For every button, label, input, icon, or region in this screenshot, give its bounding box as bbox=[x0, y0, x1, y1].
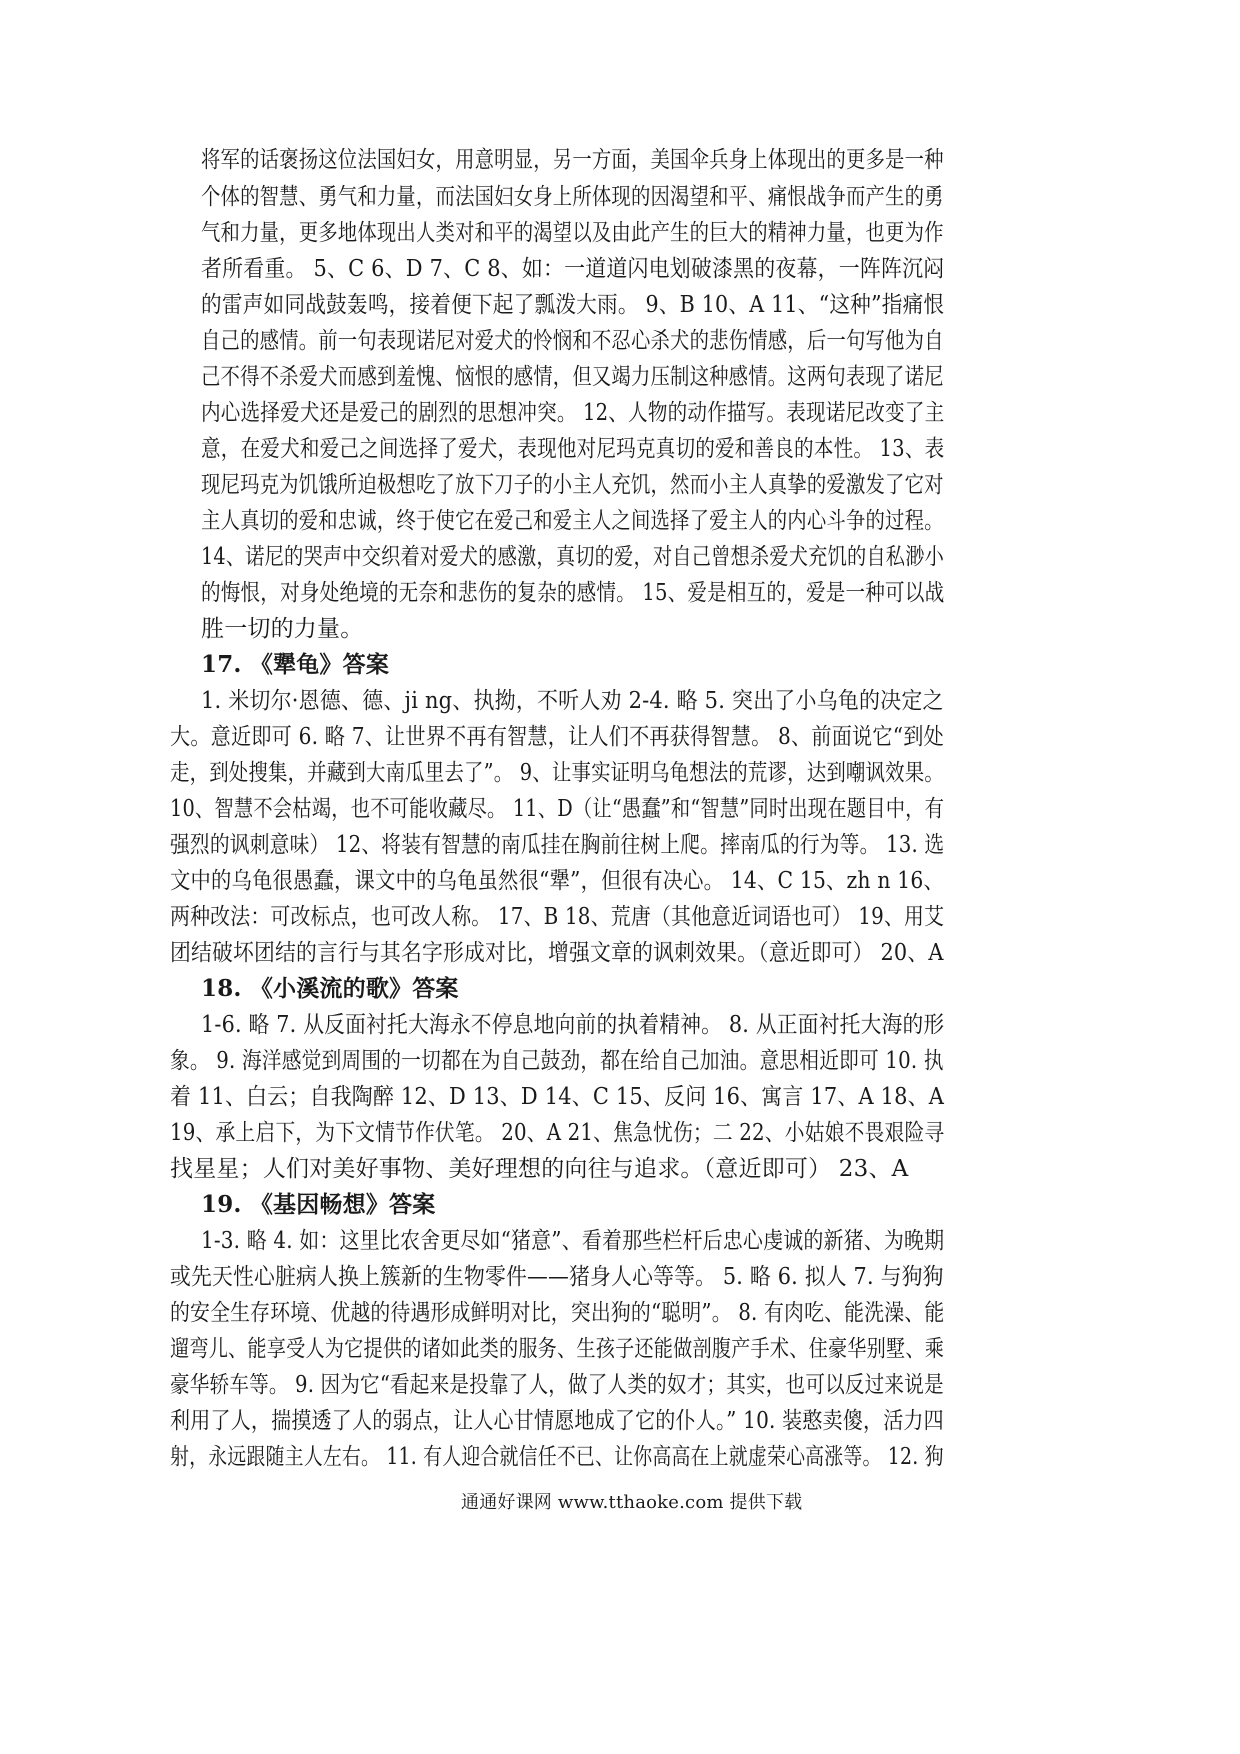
paragraph-line: 的悔恨，对身处绝境的无奈和悲伤的复杂的感情。 15、爱是相互的，爱是一种可以战 bbox=[201, 580, 945, 606]
paragraph-line: 豪华轿车等。 9. 因为它“看起来是投靠了人，做了人类的奴才；其实，也可以反过来说是 bbox=[170, 1372, 944, 1398]
paragraph-line: 14、诺尼的哭声中交织着对爱犬的感激，真切的爱，对自己曾想杀爱犬充饥的自私渺小 bbox=[201, 544, 945, 570]
paragraph-line: 象。 9. 海洋感觉到周围的一切都在为自己鼓劲，都在给自己加油。意思相近即可 10. 执 bbox=[170, 1048, 944, 1074]
paragraph-line: 内心选择爱犬还是爱己的剧烈的思想冲突。 12、人物的动作描写。表现诺尼改变了主 bbox=[201, 400, 945, 426]
page-footer: 通通好课网 www.tthaoke.com 提供下载 bbox=[461, 1492, 803, 1513]
paragraph-line: 己不得不杀爱犬而感到羞愧、恼恨的感情，但又竭力压制这种感情。这两句表现了诺尼 bbox=[201, 364, 944, 390]
paragraph-line: 1-6. 略 7. 从反面衬托大海永不停息地向前的执着精神。 8. 从正面衬托大海的形 bbox=[201, 1012, 945, 1038]
paragraph-line: 将军的话褒扬这位法国妇女，用意明显，另一方面，美国伞兵身上体现出的更多是一种 bbox=[201, 147, 944, 173]
paragraph-line: 走，到处搜集，并藏到大南瓜里去了”。 9、让事实证明乌龟想法的荒谬，达到嘲讽效果。 bbox=[170, 760, 944, 786]
paragraph-line: 射，永远跟随主人左右。 11. 有人迎合就信任不已、让你高高在上就虚荣心高涨等。 12. 狗 bbox=[170, 1444, 944, 1470]
paragraph-line: 利用了人，揣摸透了人的弱点，让人心甘情愿地成了它的仆人。” 10. 装憨卖傻，活力四 bbox=[170, 1408, 944, 1434]
paragraph-line: 19、承上启下，为下文情节作伏笔。 20、A 21、焦急忧伤；二 22、小姑娘不畏艰险寻 bbox=[170, 1120, 945, 1146]
paragraph-line: 或先天性心脏病人换上簇新的生物零件——猪身人心等等。 5. 略 6. 拟人 7. 与狗狗 bbox=[170, 1264, 944, 1290]
paragraph-line: 个体的智慧、勇气和力量，而法国妇女身上所体现的因渴望和平、痛恨战争而产生的勇 bbox=[201, 184, 944, 210]
paragraph-line: 找星星；人们对美好事物、美好理想的向往与追求。（意近即可） 23、A bbox=[170, 1156, 909, 1182]
paragraph-line: 的雷声如同战鼓轰鸣，接着便下起了瓢泼大雨。 9、B 10、A 11、“这种”指痛恨 bbox=[201, 292, 945, 318]
paragraph-line: 主人真切的爱和忠诚，终于使它在爱己和爱主人之间选择了爱主人的内心斗争的过程。 bbox=[201, 508, 944, 534]
paragraph-line: 遛弯儿、能享受人为它提供的诸如此类的服务、生孩子还能做剖腹产手术、住豪华别墅、乘 bbox=[170, 1336, 945, 1362]
paragraph-line: 强烈的讽刺意味） 12、将装有智慧的南瓜挂在胸前往树上爬。摔南瓜的行为等。 13. 选 bbox=[170, 832, 945, 858]
paragraph-line: 大。意近即可 6. 略 7、让世界不再有智慧，让人们不再获得智慧。 8、前面说它“到处 bbox=[170, 724, 944, 750]
paragraph-line: 者所看重。 5、C 6、D 7、C 8、如：一道道闪电划破漆黑的夜幕，一阵阵沉闷 bbox=[201, 256, 945, 282]
paragraph-line: 现尼玛克为饥饿所迫极想吃了放下刀子的小主人充饥，然而小主人真挚的爱激发了它对 bbox=[201, 472, 944, 498]
paragraph-line: 自己的感情。前一句表现诺尼对爱犬的怜悯和不忍心杀犬的悲伤情感，后一句写他为自 bbox=[201, 328, 944, 354]
section-heading: 17. 《犟龟》答案 bbox=[201, 651, 390, 678]
paragraph-line: 意，在爱犬和爱己之间选择了爱犬，表现他对尼玛克真切的爱和善良的本性。 13、表 bbox=[201, 436, 945, 462]
paragraph-line: 文中的乌龟很愚蠢，课文中的乌龟虽然很“犟”，但很有决心。 14、C 15、zh n 16、 bbox=[170, 868, 944, 894]
paragraph-line: 胜一切的力量。 bbox=[201, 616, 364, 642]
paragraph-line: 两种改法：可改标点，也可改人称。 17、B 18、荒唐（其他意近词语也可） 19、用艾 bbox=[170, 904, 945, 930]
paragraph-line: 着 11、白云；自我陶醉 12、D 13、D 14、C 15、反问 16、寓言 17、A 18、A bbox=[170, 1084, 945, 1110]
paragraph-line: 1-3. 略 4. 如：这里比农舍更尽如“猪意”、看着那些栏杆后忠心虔诚的新猪、为晚期 bbox=[201, 1228, 945, 1254]
paragraph-line: 1. 米切尔·恩德、德、ji ng、执拗，不听人劝 2-4. 略 5. 突出了小乌龟的决定之 bbox=[201, 688, 944, 714]
section-heading: 18. 《小溪流的歌》答案 bbox=[201, 975, 459, 1002]
paragraph-line: 的安全生存环境、优越的待遇形成鲜明对比，突出狗的“聪明”。 8. 有肉吃、能洗澡、能 bbox=[170, 1300, 945, 1326]
section-heading: 19. 《基因畅想》答案 bbox=[201, 1191, 436, 1218]
paragraph-line: 气和力量，更多地体现出人类对和平的渴望以及由此产生的巨大的精神力量，也更为作 bbox=[201, 220, 944, 246]
paragraph-line: 团结破坏团结的言行与其名字形成对比，增强文章的讽刺效果。（意近即可） 20、A bbox=[170, 940, 944, 966]
paragraph-line: 10、智慧不会枯竭，也不可能收藏尽。 11、D（让“愚蠢”和“智慧”同时出现在题目中，有 bbox=[170, 796, 945, 822]
